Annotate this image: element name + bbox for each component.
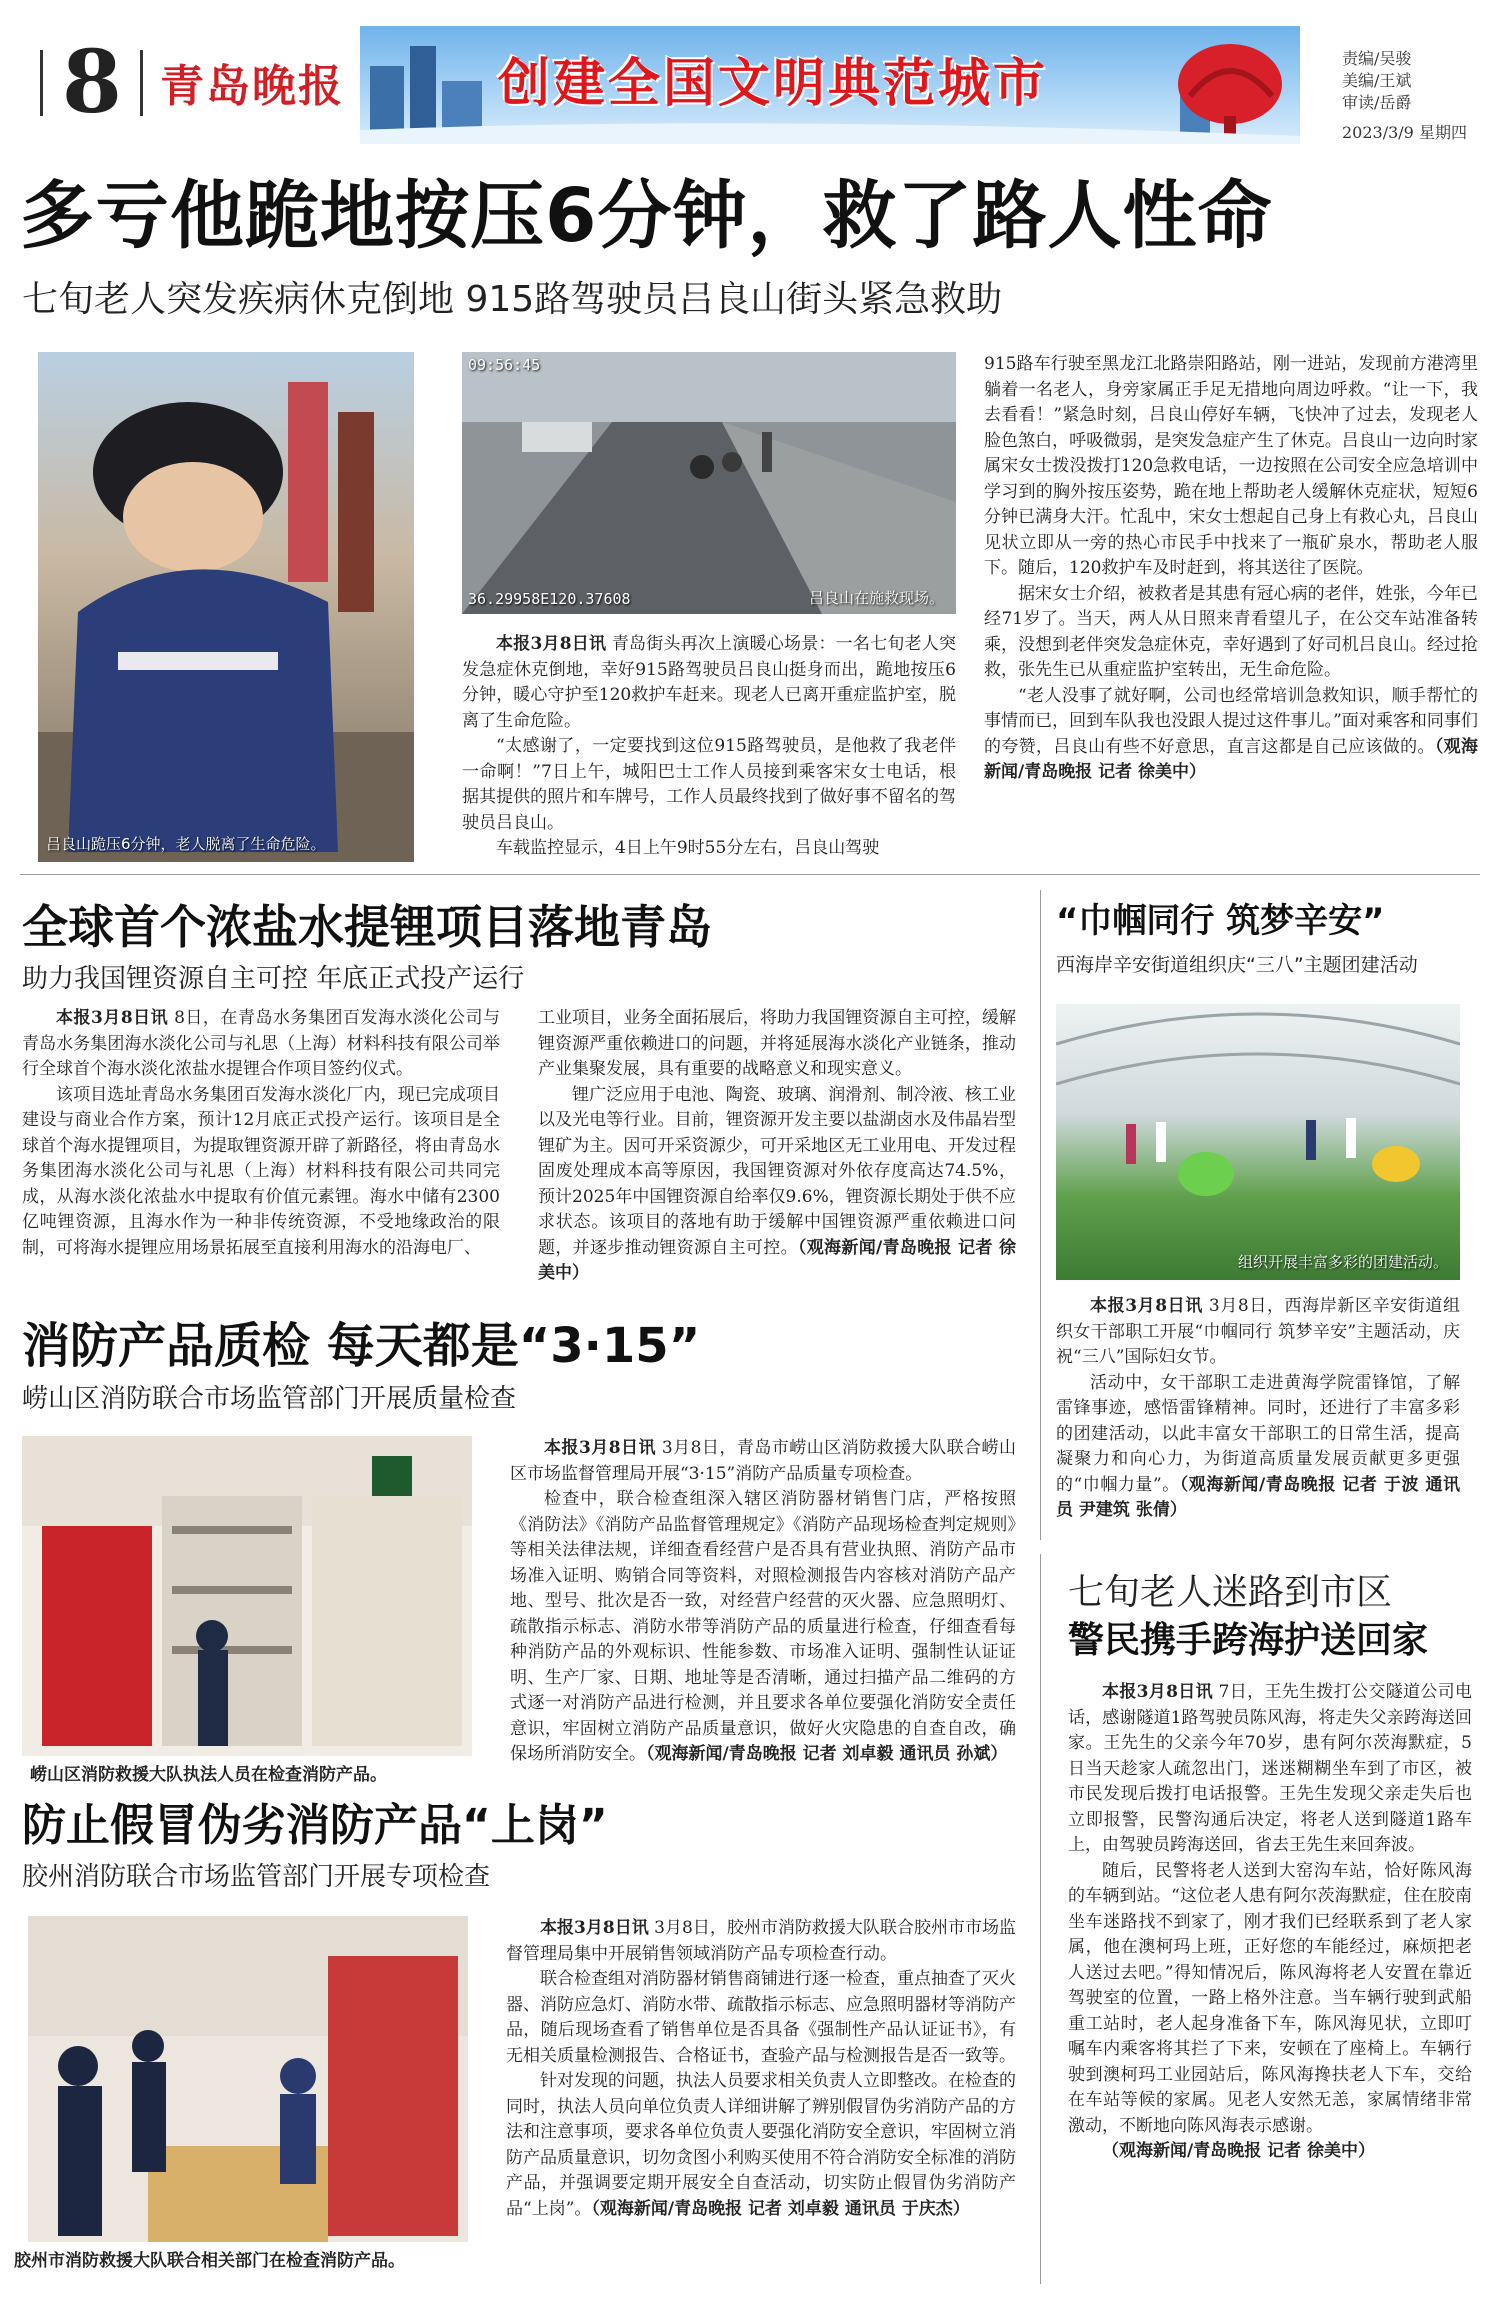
jiaozhou-inspection-photo: [28, 1916, 468, 2242]
masthead-divider: [40, 50, 43, 116]
paragraph: 7日，王先生拨打公交隧道公司电话，感谢隧道1路驾驶员陈风海，将走失父亲跨海送回家。王先生的父亲今年70岁，患有阿尔茨海默症，5日当天趁家人疏忽出门，迷迷糊糊坐车到了市区，被市民发现后拨打电话报警。王先生发现父亲走失后也立即报警，民警沟通后决定，将老人送到隧道1路车上，由驾驶员跨海送回，省去王先生来回奔波。: [1068, 1682, 1472, 1855]
column-divider: [1040, 1554, 1041, 2284]
byline: （观海新闻/青岛晚报 记者 徐美中）: [1102, 2141, 1376, 2161]
rescue-photo: [38, 352, 414, 862]
lead-story-column-1: [462, 632, 956, 862]
banner-slogan: 创建全国文明典范城市: [498, 53, 1049, 114]
photo-caption: 崂山区消防救援大队执法人员在检查消防产品。: [30, 1765, 387, 1785]
editor-line: 审读/岳爵: [1342, 93, 1412, 112]
fire-315-body: [510, 1436, 1016, 1768]
paragraph: “太感谢了，一定要找到这位915路驾驶员，是他救了我老伴一命啊！”7日上午，城阳巴士工作人员接到乘客宋女士电话，根据其提供的照片和车牌号，工作人员最终找到了做好事不留名的驾驶员吕良山。: [462, 736, 956, 833]
dateline: 本报3月8日讯: [540, 1918, 649, 1938]
photo-overlay-caption: 吕良山跪压6分钟，老人脱离了生命危险。: [46, 835, 326, 853]
womens-day-headline: “巾帼同行 筑梦辛安”: [1056, 901, 1385, 941]
lithium-headline: 全球首个浓盐水提锂项目落地青岛: [22, 900, 712, 954]
team-building-photo: [1056, 1004, 1460, 1280]
paragraph: 随后，民警将老人送到大窑沟车站，恰好陈风海的车辆到站。“这位老人患有阿尔茨海默症，住在胶南坐车迷路找不到家了，刚才我们已经联系到了老人家属，他在澳柯玛上班，正好您的车能经过，麻烦把老人送过去吧。”得知情况后，陈风海将老人安置在靠近驾驶室的位置，一路上格外注意。当车辆行驶到武船重工站时，老人起身准备下车，陈风海见状，立即叮嘱车内乘客将其拦了下来，安顿在了座椅上。车辆行驶到澳柯玛工业园站后，陈风海搀扶老人下车，交给在车站等候的家属。见老人安然无恙，家属情绪非常激动，不断地向陈风海表示感谢。: [1068, 1860, 1472, 2136]
womens-day-subhead: 西海岸辛安街道组织庆“三八”主题团建活动: [1056, 954, 1418, 976]
fire-315-subhead: 崂山区消防联合市场监管部门开展质量检查: [22, 1384, 517, 1414]
section-divider: [20, 874, 1480, 875]
lost-elder-body: [1068, 1680, 1472, 2165]
lithium-subhead: 助力我国锂资源自主可控 年底正式投产运行: [22, 964, 525, 994]
paragraph: 该项目选址青岛水务集团百发海水淡化厂内，现已完成项目建设与商业合作方案，预计12月底正式投产运行。该项目是全球首个海水提锂项目，为提取锂资源开辟了新路径，将由青岛水务集团海水淡化公司与礼思（上海）材料科技有限公司共同完成，从海水淡化浓盐水中提取有价值元素锂。海水中储有2300亿吨锂资源，且海水作为一种非传统资源，不受地缘政治的限制，可将海水提锂应用场景拓展至直接利用海水的沿海电厂、: [22, 1084, 500, 1258]
paragraph: 据宋女士介绍，被救者是其患有冠心病的老伴，姓张，今年已经71岁了。当天，两人从日照来青看望儿子，在公交车站准备转乘，没想到老伴突发急症休克，幸好遇到了好司机吕良山。经过抢救，张先生已从重症监护室转出，无生命危险。: [984, 583, 1478, 680]
lost-elder-headline-2: 警民携手跨海护送回家: [1068, 1620, 1429, 1661]
editor-line: 美编/王斌: [1342, 71, 1412, 90]
camera-coords: 36.29958E120.37608: [468, 590, 631, 608]
womens-day-body: [1056, 1294, 1460, 1524]
paragraph: 3月8日，胶州市消防救援大队联合胶州市市场监督管理局集中开展销售领域消防产品专项检查行动。: [506, 1918, 1016, 1964]
paragraph: 3月8日，西海岸新区辛安街道组织女干部职工开展“巾帼同行 筑梦辛安”主题活动，庆祝“三八”国际妇女节。: [1056, 1296, 1460, 1367]
civilization-banner: [360, 26, 1300, 144]
dateline: 本报3月8日讯: [544, 1438, 656, 1458]
byline: （观海新闻/青岛晚报 记者 刘卓毅 通讯员 孙斌）: [646, 1744, 1008, 1764]
dateline: 本报3月8日讯: [56, 1008, 169, 1028]
photo-overlay-caption: 组织开展丰富多彩的团建活动。: [1237, 1253, 1448, 1271]
editor-line: 责编/吴骏: [1342, 49, 1412, 68]
paragraph: 青岛街头再次上演暖心场景：一名七旬老人突发急症休克倒地，幸好915路驾驶员吕良山挺身而出，跪地按压6分钟，暖心守护至120救护车赶来。现老人已离开重症监护室，脱离了生命危险。: [462, 634, 956, 731]
lead-headline: 多亏他跪地按压6分钟，救了路人性命: [20, 173, 1273, 259]
photo-overlay-caption: 吕良山在施救现场。: [808, 589, 944, 607]
surveillance-photo: [462, 352, 956, 614]
paragraph: 针对发现的问题，执法人员要求相关负责人立即整改。在检查的同时，执法人员向单位负责人详细讲解了辨别假冒伪劣消防产品的方法和注意事项，要求各单位负责人要强化消防安全意识，牢固树立消防产品质量意识，切勿贪图小利购买使用不符合消防安全标准的消防产品，并强调要定期开展安全自查活动，切实防止假冒伪劣消防产品“上岗”。（观海新闻/青岛晚报 记者 刘卓毅 通讯员 于庆杰）: [506, 2071, 1016, 2219]
paragraph: 915路车行驶至黑龙江北路崇阳路站，刚一进站，发现前方港湾里躺着一名老人，身旁家属正手足无措地向周边呼救。“让一下，我去看看！”紧急时刻，吕良山停好车辆，飞快冲了过去，发现老人脸色煞白，呼吸微弱，是突发急症产生了休克。吕良山一边向时家属宋女士拨没拨打120急救电话，一边按照在公司安全应急培训中学习到的胸外按压姿势，跪在地上帮助老人缓解休克症状，短短6分钟已满身大汗。忙乱中，宋女士想起自己身上有救心丸，吕良山见状立即从一旁的热心市民手中找来了一瓶矿泉水，帮助老人服下。随后，120救护车及时赶到，将其送往了医院。: [984, 354, 1478, 578]
paragraph: “老人没事了就好啊，公司也经常培训急救知识，顺手帮忙的事情而已，回到车队我也没跟人提过这件事儿。”面对乘客和同事们的夸赞，吕良山有些不好意思，直言这都是自己应该做的。（观海新闻/青岛晚报 记者 徐美中）: [984, 685, 1479, 782]
lead-story-column-2: [984, 352, 1478, 786]
paragraph: 锂广泛应用于电池、陶瓷、玻璃、润滑剂、制冷液、核工业以及光电等行业。目前，锂资源开发主要以盐湖卤水及伟晶岩型锂矿为主。因可开采资源少，可开采地区无工业用电、开发过程固废处理成本高等原因，我国锂资源对外依存度高达74.5%，预计2025年中国锂资源自给率仅9.6%，锂资源长期处于供不应求状态。该项目的落地有助于缓解中国锂资源严重依赖进口问题，并逐步推动锂资源自主可控。（观海新闻/青岛晚报 记者 徐美中）: [538, 1084, 1016, 1283]
column-divider: [1040, 890, 1041, 1540]
paper-logo: 青岛晚报: [160, 61, 344, 112]
byline: （观海新闻/青岛晚报 记者 于波 通讯员 尹建筑 张倩）: [1056, 1474, 1460, 1520]
paragraph: 车载监控显示，4日上午9时55分左右，吕良山驾驶: [496, 838, 880, 858]
paragraph: 8日，在青岛水务集团百发海水淡化公司与青岛水务集团海水淡化公司与礼思（上海）材料科技有限公司举行全球首个海水淡化浓盐水提锂合作项目签约仪式。: [22, 1008, 500, 1079]
byline: （观海新闻/青岛晚报 记者 刘卓毅 通讯员 于庆杰）: [591, 2198, 970, 2219]
byline: （观海新闻/青岛晚报 记者 徐美中）: [538, 1237, 1016, 1283]
laoshan-inspection-photo: [22, 1436, 472, 1756]
lithium-column-1: [22, 1006, 500, 1261]
paragraph: 3月8日，青岛市崂山区消防救援大队联合崂山区市场监督管理局开展“3·15”消防产品质量专项检查。: [510, 1438, 1016, 1484]
paragraph: 联合检查组对消防器材销售商铺进行逐一检查，重点抽查了灭火器、消防应急灯、消防水带、疏散指示标志、应急照明器材等消防产品，随后现场查看了销售单位是否具备《强制性产品认证证书》，有无相关质量检测报告、合格证书，查验产品与检测报告是否一致等。: [506, 1969, 1016, 2066]
paragraph: [1068, 2139, 1472, 2165]
photo-caption: 胶州市消防救援大队联合相关部门在检查消防产品。: [14, 2251, 405, 2271]
paragraph: 工业项目，业务全面拓展后，将助力我国锂资源自主可控，缓解锂资源严重依赖进口的问题，并将延展海水淡化产业链条，推动产业集聚发展，具有重要的战略意义和现实意义。: [538, 1008, 1016, 1079]
fake-fire-headline: 防止假冒伪劣消防产品“上岗”: [22, 1800, 608, 1851]
fake-fire-body: [506, 1916, 1016, 2222]
masthead-divider: [140, 50, 143, 116]
issue-date: 2023/3/9 星期四: [1342, 123, 1467, 142]
dateline: 本报3月8日讯: [1102, 1682, 1213, 1702]
byline: （观海新闻/青岛晚报 记者 徐美中）: [984, 736, 1479, 782]
paragraph: 活动中，女干部职工走进黄海学院雷锋馆，了解雷锋事迹，感悟雷锋精神。同时，还进行了丰富多彩的团建活动，以此丰富女干部职工的日常生活，提高凝聚力和向心力，为街道高质量发展贡献更多更强的“巾帼力量”。（观海新闻/青岛晚报 记者 于波 通讯员 尹建筑 张倩）: [1056, 1372, 1460, 1520]
paragraph: 检查中，联合检查组深入辖区消防器材销售门店，严格按照《消防法》《消防产品监督管理规定》《消防产品现场检查判定规则》等相关法律法规，详细查看经营户是否具有营业执照、消防产品市场准入证明、购销合同等资料，对照检测报告内容核对消防产品产地、型号、批次是否一致，对经营户经营的灭火器、应急照明灯、疏散指示标志、消防水带等消防产品的质量进行检查，仔细查看每种消防产品的外观标识、性能参数、市场准入证明、强制性认证证明、生产厂家、日期、地址等是否清晰，通过扫描产品二维码的方式逐一对消防产品进行检测，并且要求各单位要强化消防安全责任意识，牢固树立消防产品质量意识，做好火灾隐患的自查自改，确保场所消防安全。（观海新闻/青岛晚报 记者 刘卓毅 通讯员 孙斌）: [510, 1489, 1016, 1764]
dateline: 本报3月8日讯: [496, 634, 607, 654]
page-number: 8: [62, 32, 122, 133]
lead-subhead: 七旬老人突发疾病休克倒地 915路驾驶员吕良山街头紧急救助: [22, 279, 1003, 320]
lost-elder-headline-1: 七旬老人迷路到市区: [1068, 1572, 1393, 1613]
lithium-column-2: [538, 1006, 1016, 1287]
camera-timestamp: 09:56:45: [468, 356, 541, 374]
fire-315-headline: 消防产品质检 每天都是“3·15”: [22, 1318, 701, 1374]
dateline: 本报3月8日讯: [1090, 1296, 1203, 1316]
fake-fire-subhead: 胶州消防联合市场监管部门开展专项检查: [22, 1862, 491, 1892]
